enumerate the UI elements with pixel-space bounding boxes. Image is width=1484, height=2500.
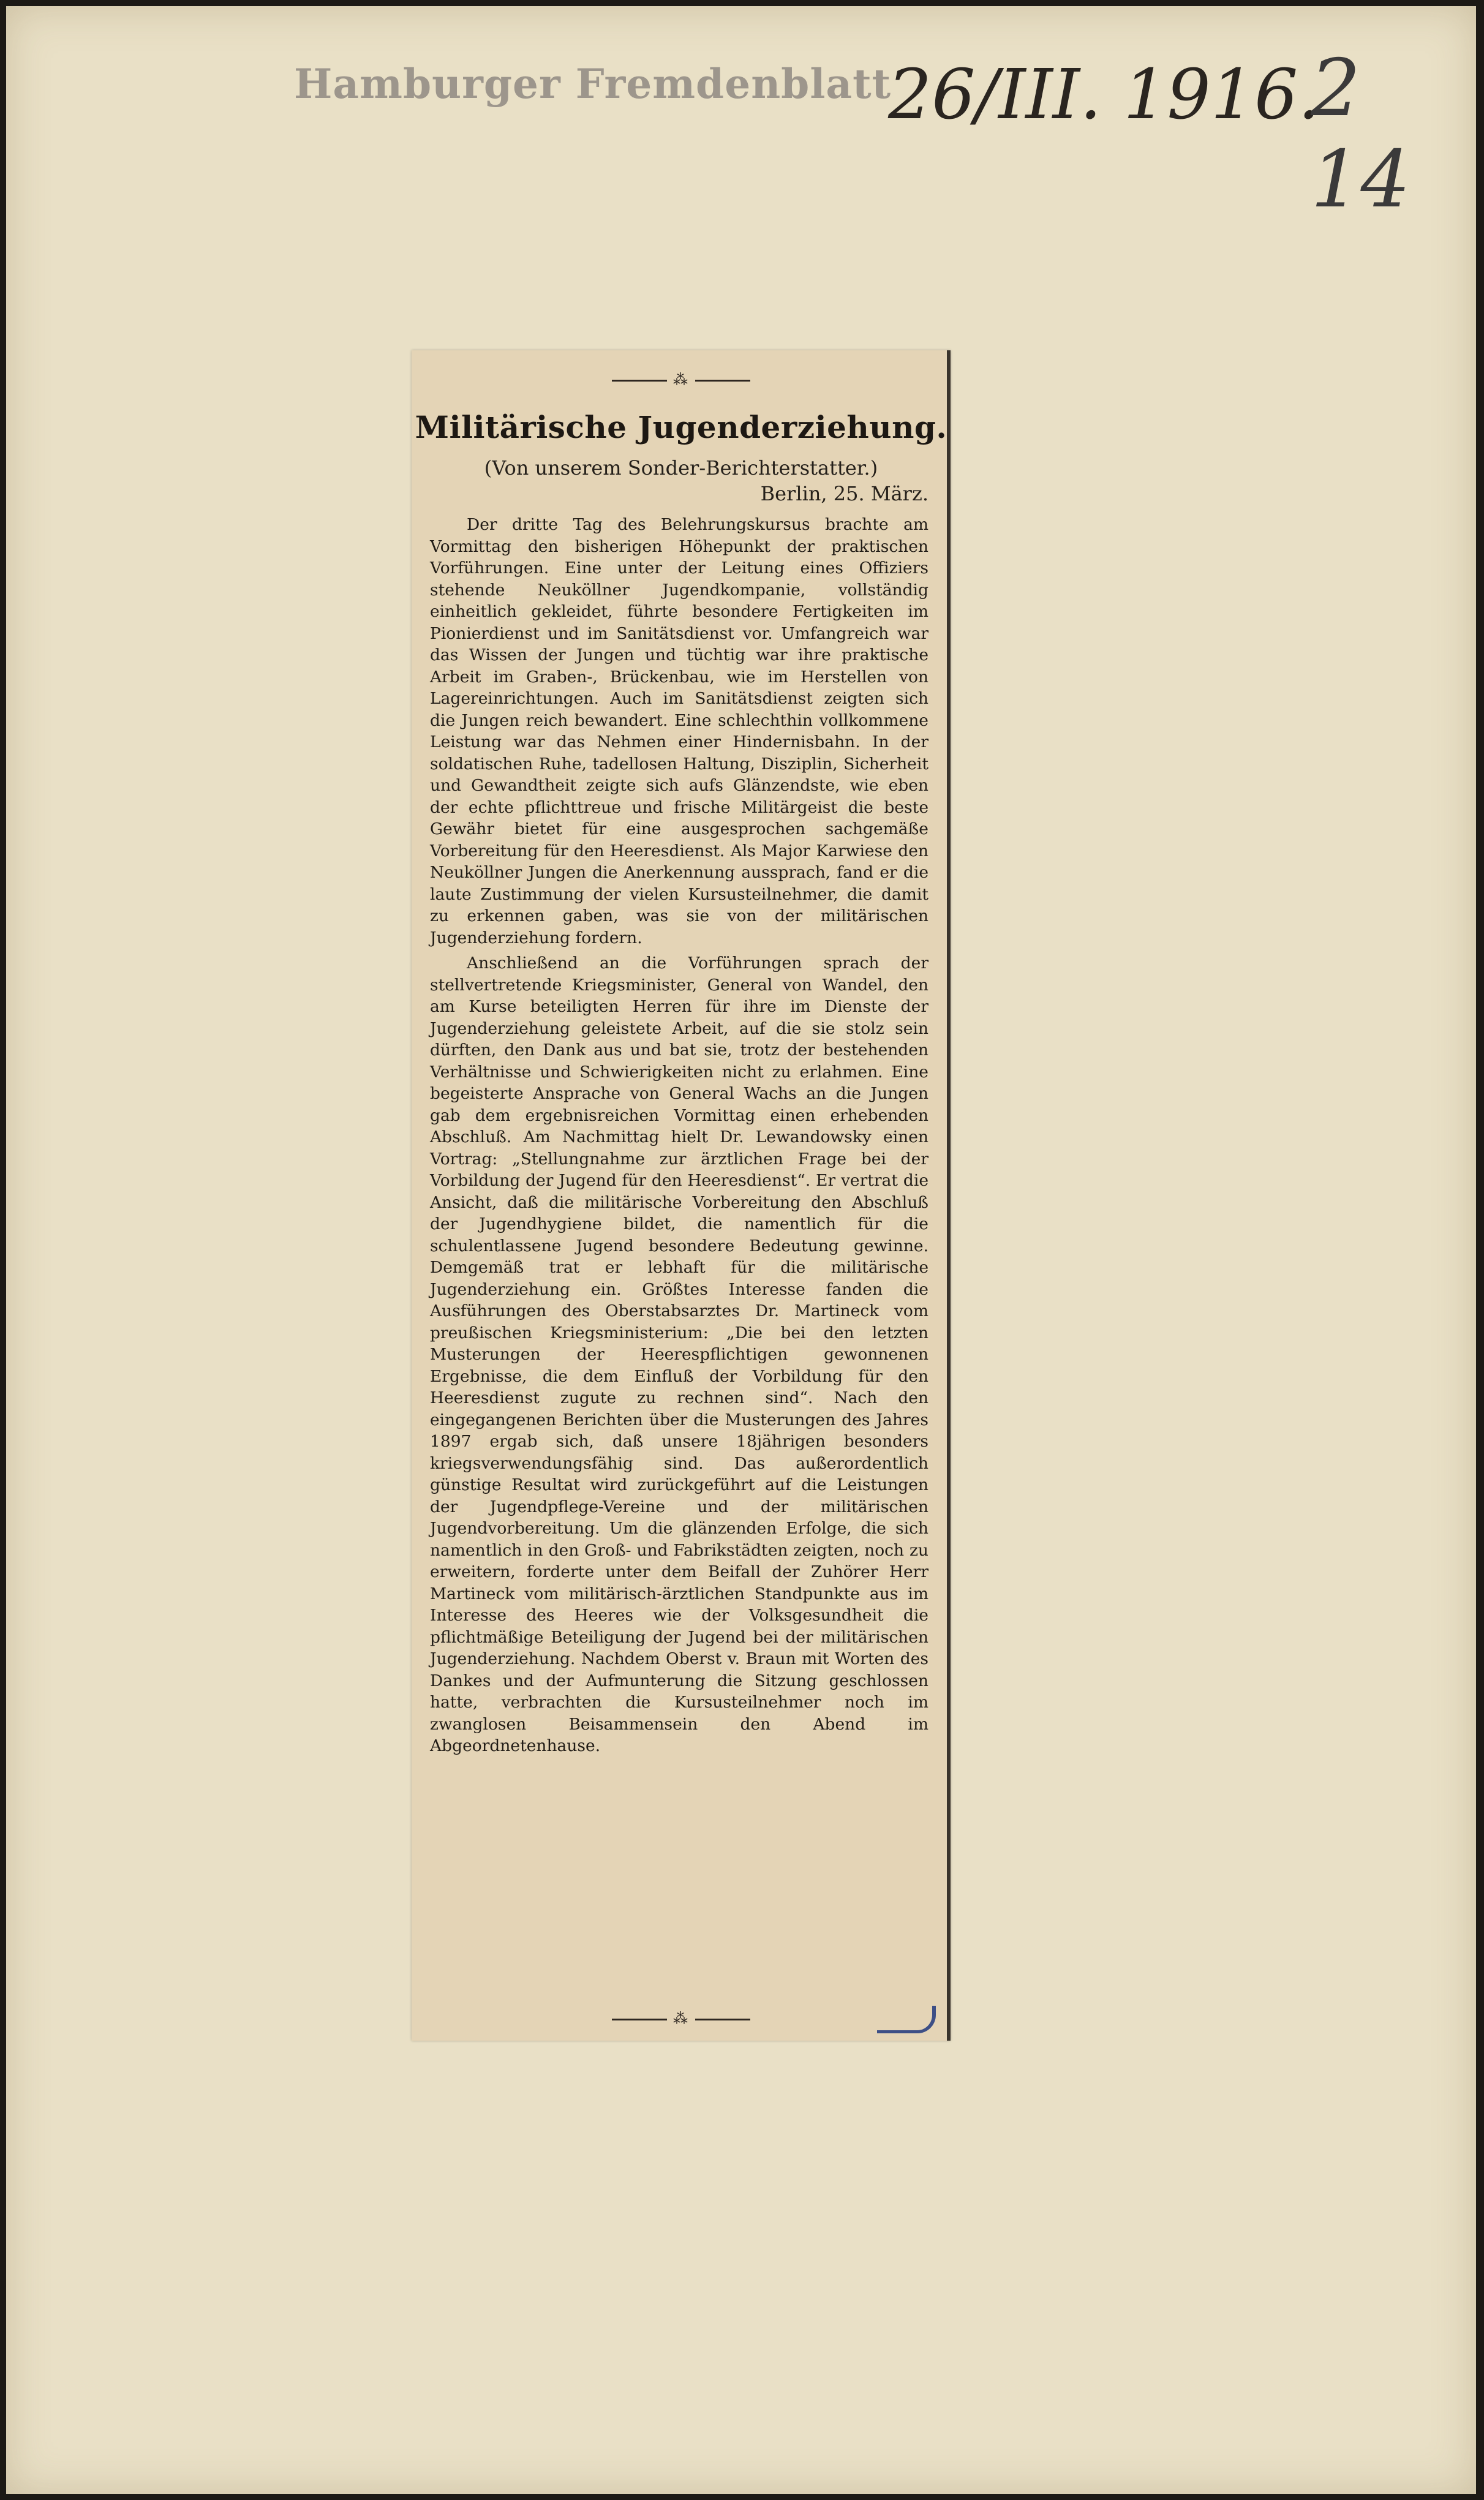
folio-number: 2 14 xyxy=(1311,43,1411,225)
article-title: Militärische Jugenderziehung. xyxy=(415,409,947,445)
clipping-border xyxy=(947,350,951,2041)
article-dateline: Berlin, 25. März. xyxy=(760,482,928,505)
ornament-rule xyxy=(612,2019,667,2020)
ornament-bottom xyxy=(412,2008,951,2030)
article-paragraph: Anschließend an die Vorführungen sprach der stellvertretende Kriegsminister, General von Wandel, den am Kurse beteiligten Herren für ihre im Dienste der Jugenderziehung geleistete Arbeit, auf die sie stolz sein dürften, den Dank aus und bat sie, trotz der bestehenden Verhältnisse und Schwierigkeiten nicht zu erlahmen. Eine begeisterte Ansprache von General Wachs an die Jungen gab dem ergebnisreichen Vormittag einen erhebenden Abschluß. Am Nachmittag hielt Dr. Lewandowsky einen Vortrag: „Stellungnahme zur ärztlichen Frage bei der Vorbildung der Jugend für den Heeresdienst“. Er vertrat die Ansicht, daß die militärische Vorbereitung den Abschluß der Jugendhygiene bildet, die namentlich für die schulentlassene Jugend besondere Bedeutung gewinne. Demgemäß trat er lebhaft für die militärische Jugenderziehung ein. Größtes Interesse fanden die Ausführungen des Oberstabsarztes Dr. Martineck vom preußischen Kriegsministerium: „Die bei den letzten Musterungen der Heerespflichtigen gewonnenen Ergebnisse, die dem Einfluß der Vorbildung für den Heeresdienst zugute zu rechnen sind“. Nach den eingegangenen Berichten über die Musterungen des Jahres 1897 ergab sich, daß unsere 18jährigen besonders kriegsverwendungsfähig sind. Das außerordentlich günstige Resultat wird zurückgeführt auf die Leistungen der Jugendpflege-Vereine und der militärischen Jugendvorbereitung. Um die glänzenden Erfolge, die sich namentlich in den Groß- und Fabrikstädten zeigten, noch zu erweitern, forderte unter dem Beifall der Zuhörer Herr Martineck vom militärisch-ärztlichen Standpunkte aus im Interesse des Heeres wie der Volksgesundheit die pflichtmäßige Beteiligung der Jugend bei der militärischen Jugenderziehung. Nachdem Oberst v. Braun mit Worten des Dankes und der Aufmunterung die Sitzung geschlossen hatte, verbrachten die Kursusteilnehmer noch im zwanglosen Beisammensein den Abend im Abgeordnetenhause. xyxy=(430,954,928,1755)
ornament-glyph: ⁂ xyxy=(673,371,689,388)
ornament-glyph: ⁂ xyxy=(673,2010,689,2027)
newspaper-clipping xyxy=(412,350,951,2041)
ornament-rule xyxy=(612,380,667,382)
ornament-top xyxy=(412,369,951,391)
article-byline: (Von unserem Sonder-Berichterstatter.) xyxy=(484,456,878,480)
blue-pencil-mark xyxy=(877,2006,936,2033)
handwritten-date: 26/III. 1916. xyxy=(888,55,1320,135)
ornament-rule xyxy=(695,2019,750,2020)
article-paragraph: Der dritte Tag des Belehrungskursus brachte am Vormittag den bisherigen Höhepunkt der praktischen Vorführungen. Eine unter der Leitung eines Offiziers stehende Neuköllner Jugendkompanie, vollständig einheitlich gekleidet, führte besondere Fertigkeiten im Pionierdienst und im Sanitätsdienst vor. Umfangreich war das Wissen der Jungen und tüchtig war ihre praktische Arbeit im Graben-, Brückenbau, wie im Herstellen von Lagereinrichtungen. Auch im Sanitätsdienst zeigten sich die Jungen reich bewandert. Eine schlechthin vollkommene Leistung war das Nehmen einer Hindernisbahn. In der soldatischen Ruhe, tadellosen Haltung, Disziplin, Sicherheit und Gewandtheit zeigte sich aufs Glänzendste, wie eben der echte pflichttreue und frische Militärgeist die beste Gewähr bietet für eine ausgesprochen sachgemäße Vorbereitung für den Heeresdienst. Als Major Karwiese den Neuköllner Jungen die Anerkennung aussprach, fand er die laute Zustimmung der vielen Kursusteilnehmer, die damit zu erkennen gaben, was sie von der militärischen Jugenderziehung fordern. xyxy=(430,515,928,947)
article-body xyxy=(430,514,928,1757)
ornament-rule xyxy=(695,380,750,382)
newspaper-stamp: Hamburger Fremdenblatt xyxy=(294,60,892,108)
